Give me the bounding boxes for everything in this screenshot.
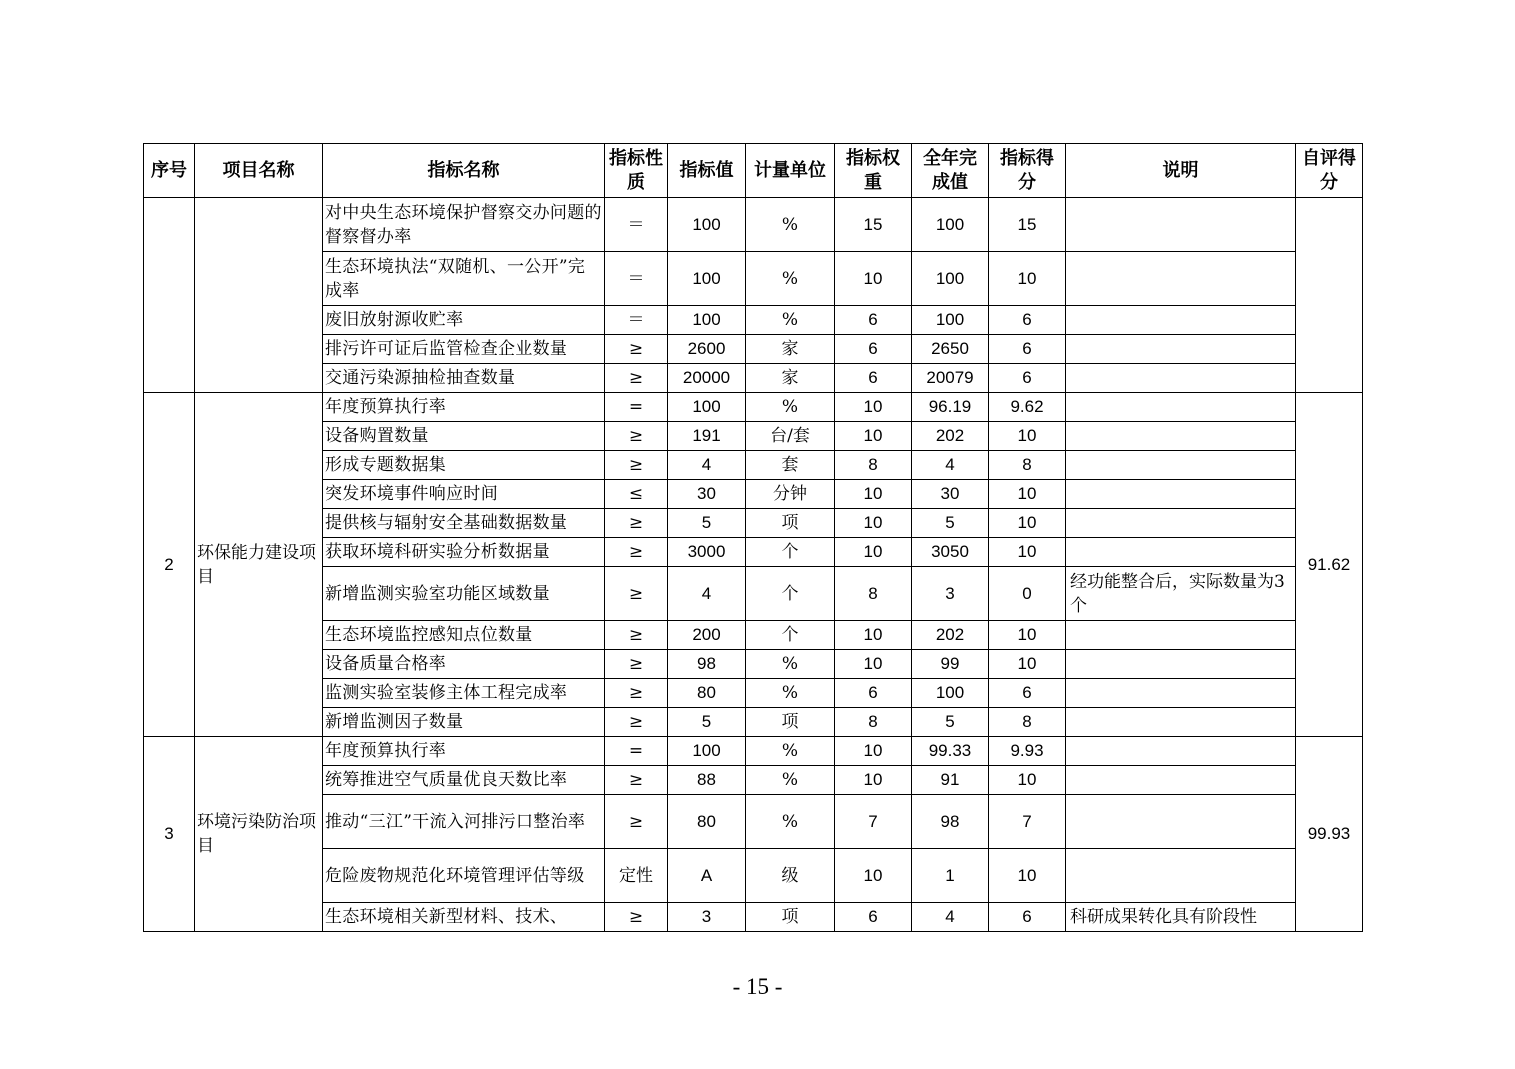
indicator-note [1066,509,1296,538]
indicator-nature: ＝ [605,252,668,306]
indicator-weight: 7 [835,795,912,849]
indicator-weight: 10 [835,393,912,422]
indicator-actual: 4 [912,903,989,932]
indicator-name: 设备购置数量 [323,422,605,451]
indicator-score: 6 [989,335,1066,364]
table-row [144,567,1363,621]
indicator-actual: 91 [912,766,989,795]
indicator-actual: 99 [912,650,989,679]
indicator-score: 0 [989,567,1066,621]
indicator-unit: 套 [746,451,835,480]
row-self-score: 91.62 [1296,393,1363,737]
indicator-unit: 个 [746,538,835,567]
indicator-note [1066,849,1296,903]
indicator-target: 2600 [668,335,746,364]
indicator-actual: 3050 [912,538,989,567]
indicator-target: 4 [668,451,746,480]
indicator-name: 形成专题数据集 [323,451,605,480]
table-row [144,306,1363,335]
indicator-note [1066,306,1296,335]
indicator-nature: ≥ [605,795,668,849]
indicator-name: 交通污染源抽检抽查数量 [323,364,605,393]
indicator-nature: ≥ [605,509,668,538]
indicator-nature: ≥ [605,621,668,650]
indicator-target: 80 [668,679,746,708]
indicator-weight: 8 [835,451,912,480]
indicator-actual: 5 [912,708,989,737]
indicator-name: 突发环境事件响应时间 [323,480,605,509]
indicator-unit: % [746,795,835,849]
performance-table [143,143,1363,932]
indicator-name: 生态环境执法“双随机、一公开”完成率 [323,252,605,306]
indicator-weight: 6 [835,306,912,335]
indicator-actual: 100 [912,198,989,252]
indicator-note [1066,335,1296,364]
indicator-actual: 3 [912,567,989,621]
indicator-target: 20000 [668,364,746,393]
indicator-unit: 项 [746,509,835,538]
indicator-score: 6 [989,679,1066,708]
indicator-nature: ≥ [605,364,668,393]
row-seq [144,198,195,393]
table-row [144,480,1363,509]
header-self-score: 自评得分 [1296,144,1363,198]
indicator-nature: = [605,737,668,766]
table-row [144,451,1363,480]
indicator-weight: 10 [835,252,912,306]
indicator-nature: ≥ [605,422,668,451]
table-row [144,795,1363,849]
indicator-weight: 10 [835,538,912,567]
indicator-weight: 8 [835,708,912,737]
indicator-weight: 10 [835,480,912,509]
indicator-score: 10 [989,252,1066,306]
indicator-target: 200 [668,621,746,650]
indicator-note [1066,364,1296,393]
table-row [144,335,1363,364]
table-row [144,198,1363,252]
row-project: 环境污染防治项目 [195,737,323,932]
indicator-target: 30 [668,480,746,509]
indicator-target: 100 [668,306,746,335]
indicator-score: 10 [989,509,1066,538]
table-row [144,849,1363,903]
indicator-weight: 10 [835,509,912,538]
indicator-note [1066,198,1296,252]
indicator-note [1066,795,1296,849]
table-header [144,144,1363,198]
indicator-score: 10 [989,849,1066,903]
indicator-nature: ≥ [605,538,668,567]
indicator-nature: 定性 [605,849,668,903]
indicator-score: 10 [989,538,1066,567]
table-body [144,198,1363,932]
indicator-note [1066,737,1296,766]
indicator-nature: = [605,393,668,422]
table-row [144,252,1363,306]
indicator-name: 排污许可证后监管检查企业数量 [323,335,605,364]
indicator-actual: 202 [912,422,989,451]
indicator-unit: 个 [746,567,835,621]
indicator-weight: 6 [835,335,912,364]
indicator-name: 生态环境相关新型材料、技术、 [323,903,605,932]
indicator-weight: 10 [835,737,912,766]
indicator-note: 科研成果转化具有阶段性 [1066,903,1296,932]
indicator-unit: 台/套 [746,422,835,451]
indicator-unit: 家 [746,364,835,393]
indicator-unit: 家 [746,335,835,364]
indicator-unit: 分钟 [746,480,835,509]
indicator-actual: 98 [912,795,989,849]
table-row [144,509,1363,538]
indicator-weight: 6 [835,903,912,932]
indicator-target: 88 [668,766,746,795]
indicator-score: 6 [989,364,1066,393]
indicator-score: 9.93 [989,737,1066,766]
indicator-score: 10 [989,621,1066,650]
header-seq: 序号 [144,144,195,198]
table-row [144,766,1363,795]
indicator-nature: ＝ [605,306,668,335]
header-note: 说明 [1066,144,1296,198]
indicator-nature: ≥ [605,451,668,480]
indicator-unit: % [746,650,835,679]
indicator-score: 6 [989,306,1066,335]
indicator-name: 对中央生态环境保护督察交办问题的督察督办率 [323,198,605,252]
indicator-weight: 10 [835,422,912,451]
indicator-unit: 个 [746,621,835,650]
indicator-target: 100 [668,198,746,252]
indicator-target: A [668,849,746,903]
row-project [195,198,323,393]
indicator-nature: ≥ [605,903,668,932]
page-number: - 15 - [732,974,783,999]
indicator-target: 98 [668,650,746,679]
indicator-target: 3 [668,903,746,932]
indicator-target: 100 [668,393,746,422]
header-score: 指标得分 [989,144,1066,198]
indicator-note [1066,650,1296,679]
indicator-name: 生态环境监控感知点位数量 [323,621,605,650]
indicator-target: 5 [668,509,746,538]
indicator-nature: ≥ [605,567,668,621]
indicator-note [1066,766,1296,795]
row-seq: 3 [144,737,195,932]
indicator-actual: 100 [912,679,989,708]
indicator-score: 8 [989,708,1066,737]
indicator-unit: % [746,306,835,335]
indicator-name: 监测实验室装修主体工程完成率 [323,679,605,708]
indicator-note [1066,252,1296,306]
indicator-actual: 100 [912,252,989,306]
indicator-actual: 30 [912,480,989,509]
indicator-actual: 96.19 [912,393,989,422]
table-row [144,650,1363,679]
header-weight: 指标权重 [835,144,912,198]
indicator-name: 统筹推进空气质量优良天数比率 [323,766,605,795]
table-row [144,422,1363,451]
indicator-note [1066,621,1296,650]
indicator-unit: 项 [746,708,835,737]
indicator-actual: 4 [912,451,989,480]
indicator-actual: 202 [912,621,989,650]
indicator-actual: 2650 [912,335,989,364]
indicator-note [1066,538,1296,567]
indicator-name: 推动“三江”干流入河排污口整治率 [323,795,605,849]
row-self-score [1296,198,1363,393]
indicator-note: 经功能整合后，实际数量为3个 [1066,567,1296,621]
indicator-name: 废旧放射源收贮率 [323,306,605,335]
table-row [144,621,1363,650]
indicator-unit: % [746,679,835,708]
indicator-weight: 10 [835,849,912,903]
indicator-unit: % [746,393,835,422]
table-row [144,737,1363,766]
indicator-target: 3000 [668,538,746,567]
table-row [144,708,1363,737]
indicator-nature: ≤ [605,480,668,509]
indicator-actual: 1 [912,849,989,903]
row-self-score: 99.93 [1296,737,1363,932]
indicator-note [1066,451,1296,480]
indicator-unit: % [746,198,835,252]
indicator-note [1066,393,1296,422]
indicator-nature: ＝ [605,198,668,252]
indicator-note [1066,708,1296,737]
indicator-score: 15 [989,198,1066,252]
indicator-score: 7 [989,795,1066,849]
indicator-note [1066,422,1296,451]
indicator-actual: 99.33 [912,737,989,766]
indicator-nature: ≥ [605,650,668,679]
indicator-weight: 6 [835,679,912,708]
indicator-score: 10 [989,422,1066,451]
indicator-weight: 10 [835,766,912,795]
indicator-unit: 项 [746,903,835,932]
indicator-nature: ≥ [605,335,668,364]
indicator-name: 年度预算执行率 [323,737,605,766]
indicator-score: 6 [989,903,1066,932]
row-seq: 2 [144,393,195,737]
indicator-weight: 10 [835,650,912,679]
indicator-name: 设备质量合格率 [323,650,605,679]
indicator-weight: 10 [835,621,912,650]
indicator-unit: % [746,766,835,795]
indicator-target: 4 [668,567,746,621]
indicator-target: 100 [668,252,746,306]
header-project: 项目名称 [195,144,323,198]
table-row [144,393,1363,422]
indicator-actual: 100 [912,306,989,335]
indicator-target: 100 [668,737,746,766]
indicator-actual: 20079 [912,364,989,393]
indicator-score: 10 [989,480,1066,509]
header-actual: 全年完成值 [912,144,989,198]
indicator-score: 10 [989,650,1066,679]
indicator-unit: % [746,737,835,766]
indicator-name: 年度预算执行率 [323,393,605,422]
indicator-nature: ≥ [605,708,668,737]
indicator-nature: ≥ [605,679,668,708]
indicator-unit: % [746,252,835,306]
indicator-note [1066,480,1296,509]
indicator-actual: 5 [912,509,989,538]
header-indicator: 指标名称 [323,144,605,198]
indicator-weight: 15 [835,198,912,252]
indicator-target: 191 [668,422,746,451]
table-row [144,903,1363,932]
row-project: 环保能力建设项目 [195,393,323,737]
header-unit: 计量单位 [746,144,835,198]
indicator-weight: 6 [835,364,912,393]
indicator-note [1066,679,1296,708]
indicator-name: 新增监测因子数量 [323,708,605,737]
indicator-score: 10 [989,766,1066,795]
indicator-weight: 8 [835,567,912,621]
indicator-name: 危险废物规范化环境管理评估等级 [323,849,605,903]
indicator-score: 9.62 [989,393,1066,422]
indicator-name: 新增监测实验室功能区域数量 [323,567,605,621]
table-row [144,538,1363,567]
header-target: 指标值 [668,144,746,198]
table-row [144,364,1363,393]
indicator-target: 5 [668,708,746,737]
indicator-target: 80 [668,795,746,849]
indicator-name: 获取环境科研实验分析数据量 [323,538,605,567]
indicator-name: 提供核与辐射安全基础数据数量 [323,509,605,538]
indicator-nature: ≥ [605,766,668,795]
indicator-unit: 级 [746,849,835,903]
header-nature: 指标性质 [605,144,668,198]
table-row [144,679,1363,708]
indicator-score: 8 [989,451,1066,480]
